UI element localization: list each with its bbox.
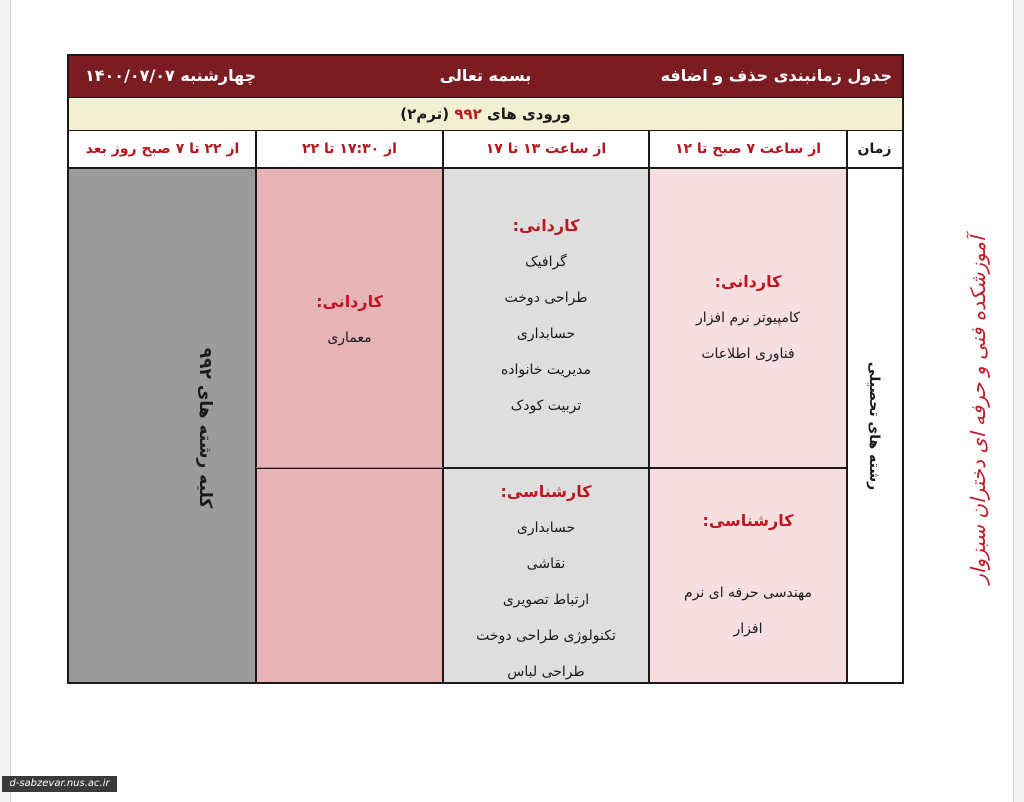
row-divider-light [256, 467, 443, 468]
list-item: افزار [733, 621, 763, 637]
list-item: مهندسی حرفه ای نرم [684, 585, 812, 601]
schedule-table [67, 54, 904, 684]
slot2-kardani-title: کاردانی: [512, 216, 580, 235]
list-item: طراحی دوخت [504, 290, 588, 306]
list-item: طراحی لباس [507, 664, 585, 680]
slot1-karshenasi-title: کارشناسی: [702, 511, 794, 530]
header-bar [69, 56, 902, 97]
col-slot4: از ۲۲ تا ۷ صبح روز بعد [85, 141, 240, 157]
slot4-cell [69, 169, 256, 682]
list-item: نقاشی [526, 556, 566, 572]
list-item: گرافیک [525, 254, 567, 270]
list-item: ارتباط تصویری [502, 592, 590, 608]
col-slot1: از ساعت ۷ صبح تا ۱۲ [674, 141, 822, 157]
right-edge [1013, 0, 1024, 802]
stamp-text: آموزشکده فنی و حرفه ای دختران سبزوار [966, 236, 990, 584]
list-item: حسابداری [516, 326, 576, 342]
row-label: رشته های تحصیلی [866, 361, 882, 491]
subheader-code: ۹۹۲ [454, 105, 482, 123]
list-item: تکنولوژی طراحی دوخت [476, 628, 616, 644]
slot3-kardani-title: کاردانی: [316, 292, 383, 311]
header-center-text: بسمه تعالی [439, 66, 532, 85]
slot3-kardani [256, 284, 443, 356]
col-time: زمان [857, 141, 892, 157]
slot1-kardani-title: کاردانی: [714, 272, 782, 291]
slot2-kardani [443, 208, 649, 424]
slot4-text: کلیه رشته های ۹۹۲ [195, 347, 215, 509]
slot1-karshenasi [649, 503, 847, 647]
divider [255, 131, 257, 682]
site-watermark: d-sabzevar.nus.ac.ir [2, 776, 117, 792]
list-item: فناوری اطلاعات [701, 346, 795, 362]
slot2-karshenasi [443, 474, 649, 690]
col-slot2: از ساعت ۱۳ تا ۱۷ [485, 141, 607, 157]
list-item: حسابداری [516, 520, 576, 536]
institution-stamp [948, 236, 1008, 584]
list-item: کامپیوتر نرم افزار [696, 310, 800, 326]
slot1-kardani [649, 264, 847, 372]
header-date: چهارشنبه ۱۴۰۰/۰۷/۰۷ [85, 66, 257, 85]
subheader-prefix: ورودی های [487, 105, 571, 123]
slot3-cell [256, 169, 443, 682]
subheader-suffix: (ترم۲) [400, 105, 450, 123]
col-slot3: از ۱۷:۳۰ تا ۲۲ [302, 141, 397, 157]
list-item: معماری [327, 330, 372, 346]
subheader-bar [69, 97, 902, 131]
list-item: مدیریت خانواده [500, 362, 592, 378]
list-item: تربیت کودک [510, 398, 582, 414]
slot2-karshenasi-title: کارشناسی: [500, 482, 592, 501]
header-title: جدول زمانبندی حذف و اضافه [660, 66, 892, 85]
left-edge [0, 0, 11, 802]
